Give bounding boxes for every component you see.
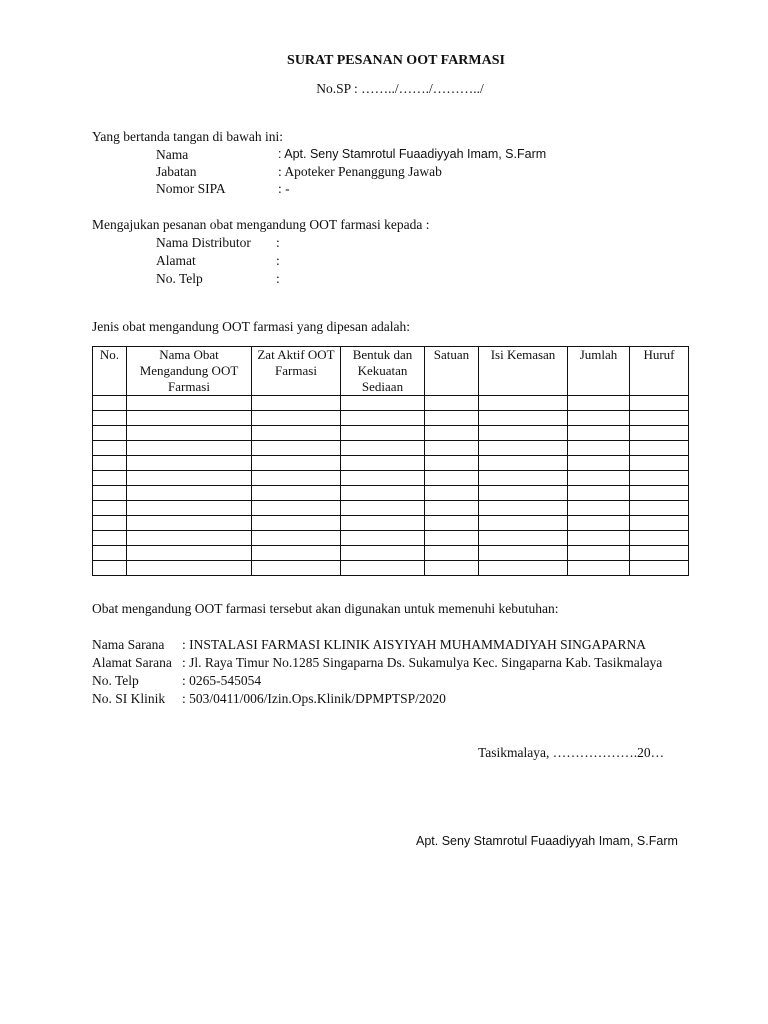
table-cell[interactable] <box>425 456 479 471</box>
signer-intro: Yang bertanda tangan di bawah ini: <box>92 129 283 144</box>
table-cell[interactable] <box>425 531 479 546</box>
table-cell[interactable] <box>479 561 568 576</box>
field-label: Jabatan <box>156 164 197 179</box>
table-row <box>93 456 689 471</box>
table-cell[interactable] <box>568 501 630 516</box>
table-cell[interactable] <box>341 531 425 546</box>
table-cell[interactable] <box>93 441 127 456</box>
table-cell[interactable] <box>252 471 341 486</box>
table-cell[interactable] <box>127 516 252 531</box>
order-table <box>92 346 689 576</box>
table-cell[interactable] <box>479 426 568 441</box>
table-row <box>93 531 689 546</box>
table-cell[interactable] <box>479 471 568 486</box>
facility-phone-value: : 0265-545054 <box>182 673 262 688</box>
table-cell[interactable] <box>341 546 425 561</box>
table-row <box>93 411 689 426</box>
distributor-phone-value: : <box>276 271 280 286</box>
table-cell[interactable] <box>341 396 425 411</box>
table-cell[interactable] <box>425 501 479 516</box>
table-row <box>93 471 689 486</box>
table-cell[interactable] <box>341 441 425 456</box>
table-cell[interactable] <box>568 396 630 411</box>
table-cell[interactable] <box>127 531 252 546</box>
column-header-in-words: Huruf <box>630 347 689 396</box>
table-cell[interactable] <box>425 561 479 576</box>
table-cell[interactable] <box>252 516 341 531</box>
table-cell[interactable] <box>479 546 568 561</box>
table-cell[interactable] <box>127 486 252 501</box>
table-cell[interactable] <box>479 486 568 501</box>
table-cell[interactable] <box>127 501 252 516</box>
facility-name-value: : INSTALASI FARMASI KLINIK AISYIYAH MUHAMMADIYAH SINGAPARNA <box>182 637 646 652</box>
field-label: Nama Distributor <box>156 235 251 250</box>
facility-license-value: : 503/0411/006/Izin.Ops.Klinik/DPMPTSP/2020 <box>182 691 446 706</box>
table-cell[interactable] <box>93 561 127 576</box>
table-cell[interactable] <box>568 486 630 501</box>
table-cell[interactable] <box>425 546 479 561</box>
table-cell[interactable] <box>630 396 689 411</box>
table-cell[interactable] <box>127 456 252 471</box>
distributor-address-value: : <box>276 253 280 268</box>
table-cell[interactable] <box>93 501 127 516</box>
table-header-row <box>93 347 689 396</box>
table-cell[interactable] <box>341 411 425 426</box>
table-cell[interactable] <box>630 411 689 426</box>
table-row <box>93 396 689 411</box>
order-table-body <box>93 396 689 576</box>
table-cell[interactable] <box>630 441 689 456</box>
table-cell[interactable] <box>341 501 425 516</box>
table-cell[interactable] <box>127 471 252 486</box>
column-header-drug-name: Nama Obat Mengandung OOT Farmasi <box>127 347 252 396</box>
table-cell[interactable] <box>93 486 127 501</box>
distributor-name-value: : <box>276 235 280 250</box>
table-cell[interactable] <box>425 516 479 531</box>
table-row <box>93 546 689 561</box>
table-cell[interactable] <box>341 486 425 501</box>
table-cell[interactable] <box>630 546 689 561</box>
field-label: Alamat <box>156 253 196 268</box>
table-cell[interactable] <box>341 426 425 441</box>
distributor-intro: Mengajukan pesanan obat mengandung OOT farmasi kepada : <box>92 217 430 232</box>
table-cell[interactable] <box>630 486 689 501</box>
table-row <box>93 486 689 501</box>
table-cell[interactable] <box>630 501 689 516</box>
table-cell[interactable] <box>425 426 479 441</box>
table-cell[interactable] <box>341 516 425 531</box>
table-cell[interactable] <box>630 471 689 486</box>
table-cell[interactable] <box>93 546 127 561</box>
column-header-no: No. <box>93 347 127 396</box>
table-cell[interactable] <box>425 411 479 426</box>
table-cell[interactable] <box>479 441 568 456</box>
table-cell[interactable] <box>568 516 630 531</box>
table-cell[interactable] <box>568 456 630 471</box>
table-cell[interactable] <box>568 441 630 456</box>
table-cell[interactable] <box>568 546 630 561</box>
table-cell[interactable] <box>479 396 568 411</box>
table-cell[interactable] <box>479 501 568 516</box>
table-cell[interactable] <box>252 441 341 456</box>
table-cell[interactable] <box>425 441 479 456</box>
purpose-statement: Obat mengandung OOT farmasi tersebut akan digunakan untuk memenuhi kebutuhan: <box>92 601 559 616</box>
table-cell[interactable] <box>127 396 252 411</box>
table-cell[interactable] <box>252 486 341 501</box>
field-label: Alamat Sarana <box>92 655 172 670</box>
field-label: Nama Sarana <box>92 637 165 652</box>
table-cell[interactable] <box>127 411 252 426</box>
table-cell[interactable] <box>341 456 425 471</box>
table-cell[interactable] <box>479 411 568 426</box>
order-intro: Jenis obat mengandung OOT farmasi yang dipesan adalah: <box>92 319 411 334</box>
column-header-dosage-form: Bentuk dan Kekuatan Sediaan <box>341 347 425 396</box>
table-cell[interactable] <box>252 561 341 576</box>
table-row <box>93 426 689 441</box>
table-cell[interactable] <box>425 486 479 501</box>
table-cell[interactable] <box>479 456 568 471</box>
table-cell[interactable] <box>252 411 341 426</box>
order-number: No.SP : ……../……./………../ <box>316 81 484 96</box>
table-cell[interactable] <box>252 546 341 561</box>
column-header-package-content: Isi Kemasan <box>479 347 568 396</box>
table-cell[interactable] <box>93 426 127 441</box>
table-cell[interactable] <box>93 471 127 486</box>
table-cell[interactable] <box>93 456 127 471</box>
column-header-unit: Satuan <box>425 347 479 396</box>
table-cell[interactable] <box>630 531 689 546</box>
table-cell[interactable] <box>93 396 127 411</box>
table-row <box>93 516 689 531</box>
table-cell[interactable] <box>127 441 252 456</box>
table-cell[interactable] <box>630 426 689 441</box>
facility-address-value: : Jl. Raya Timur No.1285 Singaparna Ds. Sukamulya Kec. Singaparna Kab. Tasikmalaya <box>182 655 663 670</box>
signer-sipa-value: : - <box>278 181 290 196</box>
table-cell[interactable] <box>127 546 252 561</box>
table-cell[interactable] <box>568 411 630 426</box>
table-cell[interactable] <box>341 471 425 486</box>
table-cell[interactable] <box>630 456 689 471</box>
place-date: Tasikmalaya, ……………….20… <box>478 745 665 760</box>
field-label: No. Telp <box>156 271 203 286</box>
table-cell[interactable] <box>341 561 425 576</box>
signer-position-value: : Apoteker Penanggung Jawab <box>278 164 442 179</box>
table-cell[interactable] <box>425 396 479 411</box>
table-cell[interactable] <box>127 561 252 576</box>
document-title: SURAT PESANAN OOT FARMASI <box>287 53 505 68</box>
table-row <box>93 441 689 456</box>
table-cell[interactable] <box>93 531 127 546</box>
column-header-quantity: Jumlah <box>568 347 630 396</box>
table-row <box>93 501 689 516</box>
table-cell[interactable] <box>252 531 341 546</box>
field-label: Nomor SIPA <box>156 181 226 196</box>
column-header-active-substance: Zat Aktif OOT Farmasi <box>252 347 341 396</box>
table-row <box>93 561 689 576</box>
table-cell[interactable] <box>479 531 568 546</box>
signature-name: Apt. Seny Stamrotul Fuaadiyyah Imam, S.Farm <box>416 834 678 848</box>
table-cell[interactable] <box>568 471 630 486</box>
field-label: Nama <box>156 147 189 162</box>
table-cell[interactable] <box>479 516 568 531</box>
table-cell[interactable] <box>93 411 127 426</box>
signer-name-value: : Apt. Seny Stamrotul Fuaadiyyah Imam, S.Farm <box>278 147 547 161</box>
field-label: No. SI Klinik <box>92 691 166 706</box>
field-label: No. Telp <box>92 673 139 688</box>
table-cell[interactable] <box>252 456 341 471</box>
table-cell[interactable] <box>93 516 127 531</box>
table-cell[interactable] <box>252 396 341 411</box>
table-cell[interactable] <box>630 561 689 576</box>
table-cell[interactable] <box>568 531 630 546</box>
table-cell[interactable] <box>252 501 341 516</box>
table-cell[interactable] <box>252 426 341 441</box>
table-cell[interactable] <box>425 471 479 486</box>
table-cell[interactable] <box>568 561 630 576</box>
table-cell[interactable] <box>568 426 630 441</box>
table-cell[interactable] <box>127 426 252 441</box>
table-cell[interactable] <box>630 516 689 531</box>
